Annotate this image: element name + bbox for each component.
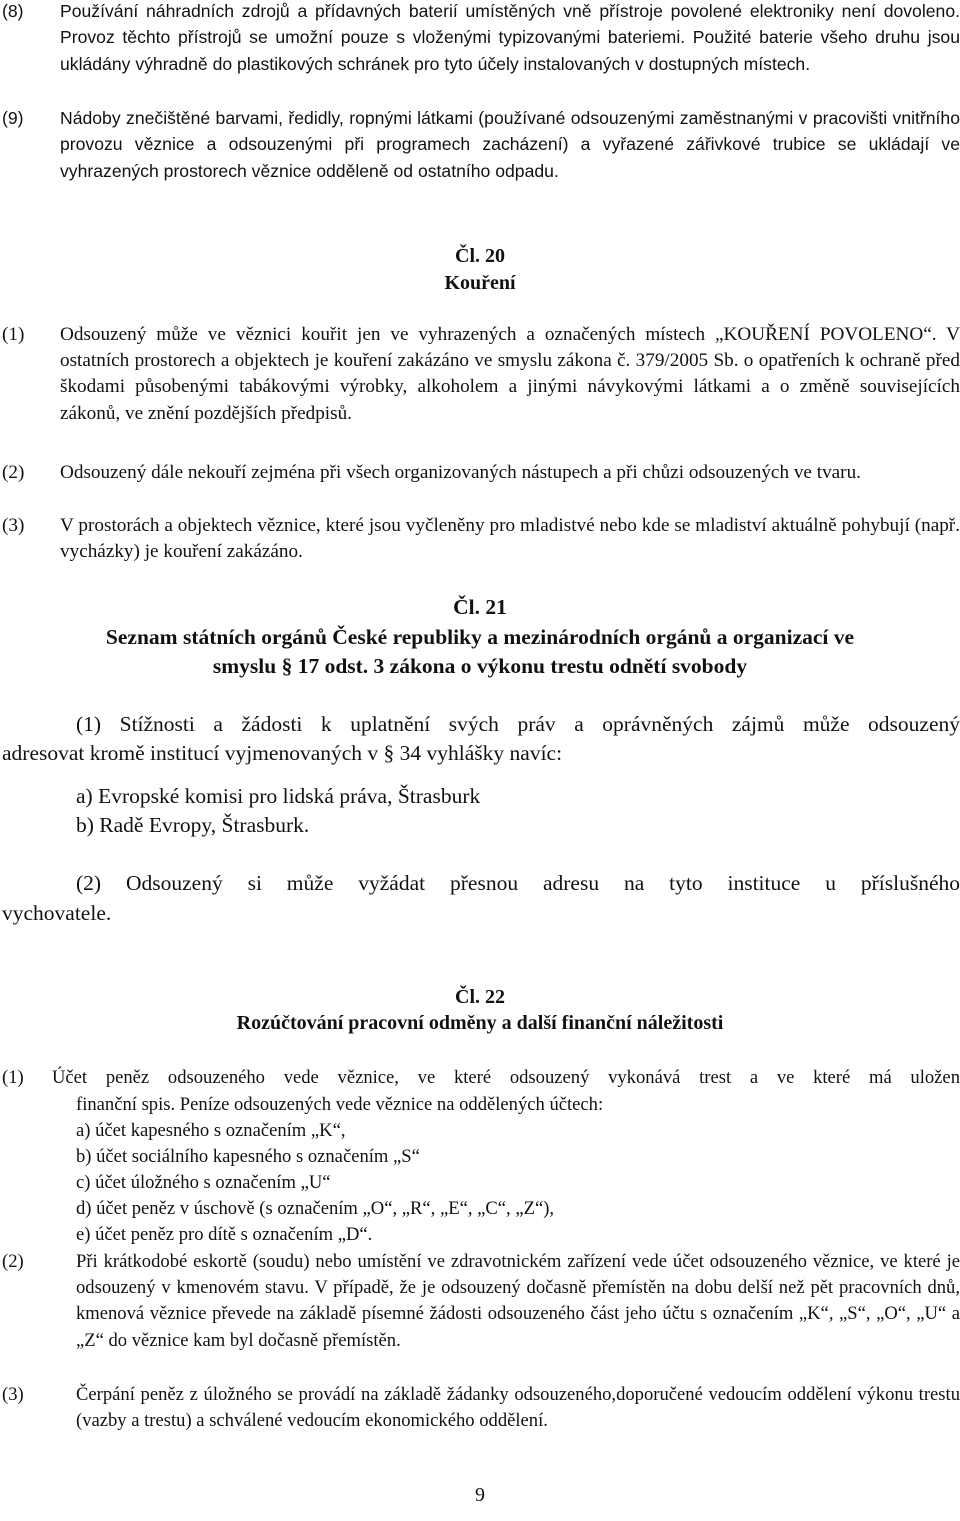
article-number: Čl. 20 <box>455 245 505 267</box>
article-title-line-1: Seznam státních orgánů České republiky a mezinárodních orgánů a organizací ve <box>105 625 855 649</box>
paragraph-text: adresovat kromě institucí vyjmenovaných v § 34 vyhlášky navíc: <box>2 741 563 765</box>
paragraph-number: (3) <box>2 1384 24 1405</box>
list-item: a) Evropské komisi pro lidská práva, Štrasburk <box>76 784 481 808</box>
paragraph-text: Odsouzený dále nekouří zejména při všech organizovaných nástupech a při chůzi odsouzených ve tvaru. <box>60 462 861 483</box>
paragraph-number: (2) <box>2 462 25 483</box>
paragraph-number: (1) <box>2 1067 24 1088</box>
article-title: Rozúčtování pracovní odměny a další finanční náležitosti <box>236 1012 724 1034</box>
article-title: Kouření <box>444 272 516 294</box>
paragraph-text: Účet peněz odsouzeného vede věznice, ve které odsouzený vykonává trest a ve které má uložen <box>52 1067 960 1088</box>
paragraph-number: (3) <box>2 515 25 536</box>
list-item: c) účet úložného s označením „U“ <box>76 1172 331 1193</box>
article-number: Čl. 22 <box>455 986 505 1008</box>
article-number: Čl. 21 <box>453 595 507 619</box>
paragraph-text: finanční spis. Peníze odsouzených vede věznice na oddělených účtech: <box>76 1094 604 1115</box>
paragraph-text: (2) Odsouzený si může vyžádat přesnou adresu na tyto instituce u příslušného <box>76 871 960 895</box>
page-number: 9 <box>475 1484 485 1506</box>
paragraph-text: Při krátkodobé eskortě (soudu) nebo umístění ve zdravotnickém zařízení vede účet odsouzeného věznice, ve které je odsouzený v kmenovém stavu. V případě, že je odsouzený dočasně přemístěn na dobu delší než pět pracovních dnů, kmenová věznice převede na základě písemné žádosti odsouzeného část jeho účtu s označením „K“, „S“, „O“, „U“ a „Z“ do věznice kam byl dočasně přemístěn. <box>76 1251 960 1351</box>
paragraph-number: (8) <box>2 1 24 21</box>
list-item: b) účet sociálního kapesného s označením „S“ <box>76 1146 420 1167</box>
paragraph-text: V prostorách a objektech věznice, které jsou vyčleněny pro mladistvé nebo kde se mladiství aktuálně pohybují (např. vycházky) je kouření zakázáno. <box>60 515 960 563</box>
list-item: b) Radě Evropy, Štrasburk. <box>76 813 310 837</box>
paragraph-number: (9) <box>2 108 24 128</box>
list-item: d) účet peněz v úschově (s označením „O“, „R“, „E“, „C“, „Z“), <box>76 1198 555 1219</box>
article-title-line-2: smyslu § 17 odst. 3 zákona o výkonu trestu odnětí svobody <box>212 654 748 678</box>
paragraph-text: Nádoby znečištěné barvami, ředidly, ropnými látkami (používané odsouzenými zaměstnanými v pracovišti vnitřního provozu věznice a odsouzenými při programech zacházení) a vyřazené zářivkové trubice se ukládají ve vyhrazených prostorech věznice odděleně od ostatního odpadu. <box>60 108 960 181</box>
list-item: e) účet peněz pro dítě s označením „D“. <box>76 1224 373 1245</box>
paragraph-text: vychovatele. <box>2 901 112 925</box>
list-item: a) účet kapesného s označením „K“, <box>76 1120 346 1141</box>
paragraph-text: Čerpání peněz z úložného se provádí na základě žádanky odsouzeného,doporučené vedoucím oddělení výkonu trestu (vazby a trestu) a schválené vedoucím ekonomického oddělení. <box>76 1384 960 1432</box>
paragraph-text: (1) Stížnosti a žádosti k uplatnění svých práv a oprávněných zájmů může odsouzený <box>76 712 960 736</box>
paragraph-text: Odsouzený může ve věznici kouřit jen ve vyhrazených a označených místech „KOUŘENÍ POVOLENO“. V ostatních prostorech a objektech je kouření zakázáno ve smyslu zákona č. 379/2005 Sb. o opatřeních k ochraně před škodami působenými tabákovými výrobky, alkoholem a jinými návykovými látkami a o změně souvisejících zákonů, ve znění pozdějších předpisů. <box>60 324 960 424</box>
paragraph-number: (2) <box>2 1251 24 1272</box>
paragraph-text: Používání náhradních zdrojů a přídavných baterií umístěných vně přístroje povolené elektroniky není dovoleno. Provoz těchto přístrojů se umožní pouze s vloženými typizovanými bateriemi. Použité baterie všeho druhu jsou ukládány výhradně do plastikových schránek pro tyto účely instalovaných v dostupných místech. <box>60 1 960 74</box>
paragraph-number: (1) <box>2 324 25 345</box>
